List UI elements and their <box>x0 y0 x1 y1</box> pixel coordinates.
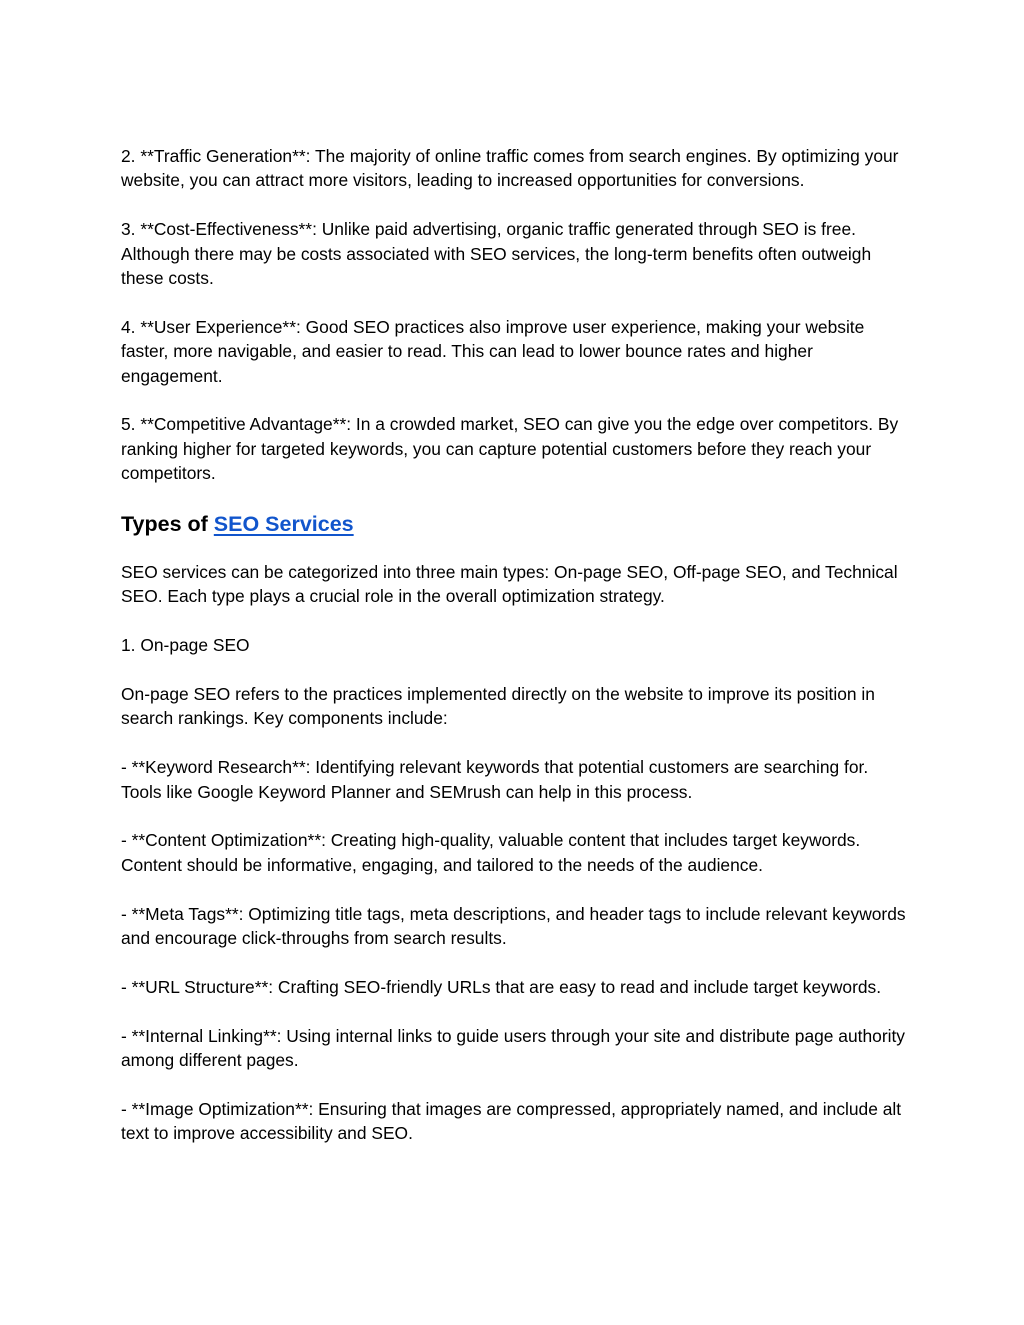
document-body <box>121 144 911 1170</box>
paragraph-user-experience: 4. **User Experience**: Good SEO practices also improve user experience, making your website faster, more navigable, and easier to read. This can lead to lower bounce rates and higher engagement. <box>121 316 865 386</box>
list-item-image-optimization: - **Image Optimization**: Ensuring that images are compressed, appropriately named, and include alt text to improve accessibility and SEO. <box>121 1098 902 1144</box>
list-item-url-structure: - **URL Structure**: Crafting SEO-friendly URLs that are easy to read and include target keywords. <box>121 976 882 997</box>
paragraph-competitive-advantage: 5. **Competitive Advantage**: In a crowded market, SEO can give you the edge over competitors. By ranking higher for targeted keywords, you can capture potential customers before they reach your competitors. <box>121 414 899 484</box>
paragraph-seo-categories: SEO services can be categorized into three main types: On-page SEO, Off-page SEO, and Technical SEO. Each type plays a crucial role in the overall optimization strategy. <box>121 562 898 607</box>
heading-prefix: Types of <box>121 512 214 537</box>
list-item-internal-linking: - **Internal Linking**: Using internal links to guide users through your site and distribute page authority among different pages. <box>121 1025 905 1071</box>
paragraph-cost-effectiveness: 3. **Cost-Effectiveness**: Unlike paid advertising, organic traffic generated through SEO is free. Although there may be costs associated with SEO services, the long-term benefits often outweigh these costs. <box>121 219 872 289</box>
paragraph-on-page-seo-intro: On-page SEO refers to the practices implemented directly on the website to improve its position in search rankings. Key components include: <box>121 684 875 729</box>
list-item-meta-tags: - **Meta Tags**: Optimizing title tags, meta descriptions, and header tags to include relevant keywords and encourage click-throughs from search results. <box>121 903 906 949</box>
seo-services-link[interactable]: SEO Services <box>213 512 354 537</box>
section-heading-types-of-seo-services <box>121 510 911 538</box>
paragraph-traffic-generation: 2. **Traffic Generation**: The majority of online traffic comes from search engines. By optimizing your website, you can attract more visitors, leading to increased opportunities for conversions. <box>121 146 899 191</box>
list-item-content-optimization: - **Content Optimization**: Creating high-quality, valuable content that includes target keywords. Content should be informative, engaging, and tailored to the needs of the audience. <box>121 830 861 875</box>
paragraph-on-page-seo-title: 1. On-page SEO <box>121 635 250 656</box>
list-item-keyword-research: - **Keyword Research**: Identifying relevant keywords that potential customers are searching for. Tools like Google Keyword Planner and SEMrush can help in this process. <box>121 757 869 802</box>
